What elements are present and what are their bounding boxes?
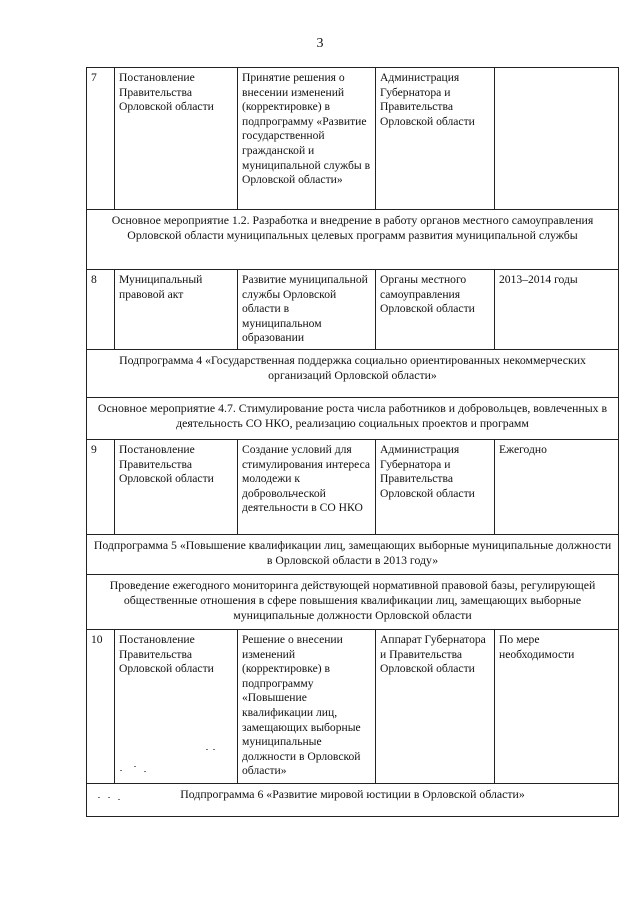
document-type-cell: Постановление Правительства Орловской области	[115, 629, 238, 783]
deadline-cell	[495, 68, 619, 210]
section-heading: Проведение ежегодного мониторинга действующей нормативной правовой базы, регулирующей общественные отношения в сфере повышения квалификации лиц, замещающих выборные муниципальные должности Орловской области	[87, 574, 619, 629]
section-heading: Основное мероприятие 4.7. Стимулирование роста числа работников и добровольцев, вовлеченных в деятельность СО НКО, реализацию социальных проектов и программ	[87, 397, 619, 439]
section-heading: Подпрограмма 4 «Государственная поддержка социально ориентированных некоммерческих организаций Орловской области»	[87, 349, 619, 397]
table-row	[87, 68, 619, 210]
scan-speck	[144, 771, 146, 772]
page-number: 3	[316, 36, 324, 51]
deadline-cell: Ежегодно	[495, 439, 619, 534]
section-row	[87, 210, 619, 270]
scan-speck	[213, 749, 215, 750]
table-row	[87, 629, 619, 783]
section-row	[87, 349, 619, 397]
section-row	[87, 397, 619, 439]
row-number: 10	[87, 629, 115, 783]
section-heading: Подпрограмма 5 «Повышение квалификации лиц, замещающих выборные муниципальные должности в Орловской области в 2013 году»	[87, 534, 619, 574]
table-row	[87, 270, 619, 350]
responsible-cell: Органы местного самоуправления Орловской области	[376, 270, 495, 350]
row-number: 7	[87, 68, 115, 210]
scan-speck	[120, 770, 122, 771]
document-type-cell: Постановление Правительства Орловской области	[115, 439, 238, 534]
section-row	[87, 574, 619, 629]
responsible-cell: Аппарат Губернатора и Правительства Орловской области	[376, 629, 495, 783]
section-row	[87, 783, 619, 816]
measures-table	[86, 67, 619, 817]
row-number: 8	[87, 270, 115, 350]
scan-speck	[206, 749, 208, 750]
description-cell: Решение о внесении изменений (корректировке) в подпрограмму «Повышение квалификации лиц, замещающих выборные муниципальные должности в Орловской области»	[238, 629, 376, 783]
document-type-cell: Муниципальный правовой акт	[115, 270, 238, 350]
section-heading: Основное мероприятие 1.2. Разработка и внедрение в работу органов местного самоуправления Орловской области муниципальных целевых программ развития муниципальной службы	[87, 210, 619, 270]
scan-speck	[118, 799, 120, 800]
row-number: 9	[87, 439, 115, 534]
deadline-cell: 2013–2014 годы	[495, 270, 619, 350]
document-type-cell: Постановление Правительства Орловской области	[115, 68, 238, 210]
section-row	[87, 534, 619, 574]
scan-speck	[108, 797, 110, 798]
description-cell: Принятие решения о внесении изменений (корректировке) в подпрограмму «Развитие государственной гражданской и муниципальной службы в Орловской области»	[238, 68, 376, 210]
deadline-cell: По мере необходимости	[495, 629, 619, 783]
responsible-cell: Администрация Губернатора и Правительства Орловской области	[376, 439, 495, 534]
section-heading: Подпрограмма 6 «Развитие мировой юстиции в Орловской области»	[87, 783, 619, 816]
table-row	[87, 439, 619, 534]
scan-speck	[98, 797, 100, 798]
scan-speck	[134, 766, 136, 767]
description-cell: Создание условий для стимулирования интереса молодежи к добровольческой деятельности в СО НКО	[238, 439, 376, 534]
responsible-cell: Администрация Губернатора и Правительства Орловской области	[376, 68, 495, 210]
description-cell: Развитие муниципальной службы Орловской области в муниципальном образовании	[238, 270, 376, 350]
